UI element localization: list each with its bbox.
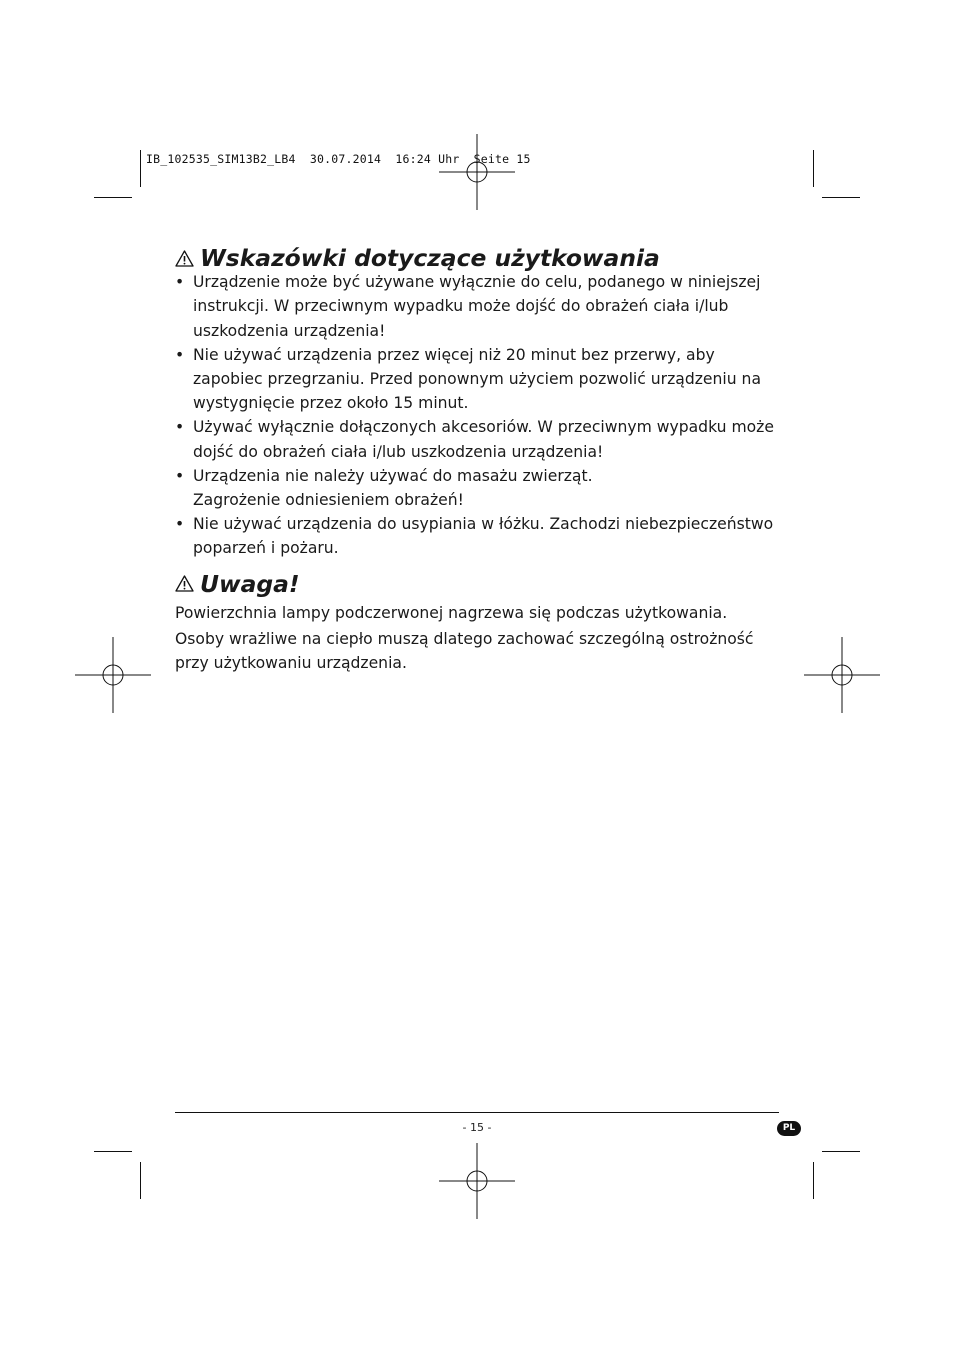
list-item-text: Nie używać urządzenia do usypiania w łóżku. Zachodzi niebezpieczeństwo poparzeń i pożaru. [193, 515, 774, 558]
usage-section [175, 246, 785, 561]
warning-paragraph: Powierzchnia lampy podczerwonej nagrzewa się podczas użytkowania. [175, 603, 728, 622]
warning-section-title: Uwaga! [200, 569, 300, 598]
footer-divider [175, 1112, 779, 1113]
language-badge: PL [777, 1121, 801, 1136]
list-item [175, 343, 785, 416]
warning-triangle-icon [175, 575, 194, 592]
crop-mark-bottom-left-vertical [140, 1162, 141, 1199]
warning-section [175, 569, 785, 676]
list-item-text: Nie używać urządzenia przez więcej niż 20 minut bez przerwy, aby zapobiec przegrzaniu. Przed ponownym użyciem pozwolić urządzeniu na wystygnięcie przez około 15 minut. [193, 345, 761, 413]
list-item [175, 270, 785, 343]
usage-section-title: Wskazówki dotyczące użytkowania [200, 244, 660, 272]
list-item [175, 464, 785, 512]
list-item-text: Urządzenia nie należy używać do masażu zwierząt. Zagrożenie odniesieniem obrażeń! [193, 466, 593, 510]
registration-mark-left-icon [75, 637, 151, 713]
registration-mark-right-icon [804, 637, 880, 713]
crop-mark-bottom-right-horizontal [822, 1151, 860, 1152]
crop-mark-top-left-vertical [140, 150, 141, 187]
list-item [175, 512, 785, 560]
warning-section-heading [175, 569, 785, 598]
print-slug: IB_102535_SIM13B2_LB4 30.07.2014 16:24 Uhr Seite 15 [146, 152, 531, 166]
warning-triangle-icon [175, 250, 194, 267]
crop-mark-bottom-right-vertical [813, 1162, 814, 1199]
crop-mark-bottom-left-horizontal [94, 1151, 132, 1152]
list-item [175, 415, 785, 463]
page-number: - 15 - [462, 1121, 492, 1134]
registration-mark-bottom-icon [439, 1143, 515, 1219]
crop-mark-top-left-horizontal [94, 197, 132, 198]
usage-list [175, 270, 785, 560]
list-item-text: Używać wyłącznie dołączonych akcesoriów. W przeciwnym wypadku może dojść do obrażeń ciała i/lub uszkodzenia urządzenia! [193, 418, 774, 461]
page-content [175, 246, 785, 675]
crop-mark-top-right-horizontal [822, 197, 860, 198]
crop-mark-top-right-vertical [813, 150, 814, 187]
warning-paragraph: Osoby wrażliwe na ciepło muszą dlatego zachować szczególną ostrożność przy użytkowaniu urządzenia. [175, 630, 754, 673]
list-item-text: Urządzenie może być używane wyłącznie do celu, podanego w niniejszej instrukcji. W przeciwnym wypadku może dojść do obrażeń ciała i/lub uszkodzenia urządzenia! [193, 273, 761, 340]
usage-section-heading [175, 246, 785, 270]
registration-mark-top-icon [439, 134, 515, 210]
